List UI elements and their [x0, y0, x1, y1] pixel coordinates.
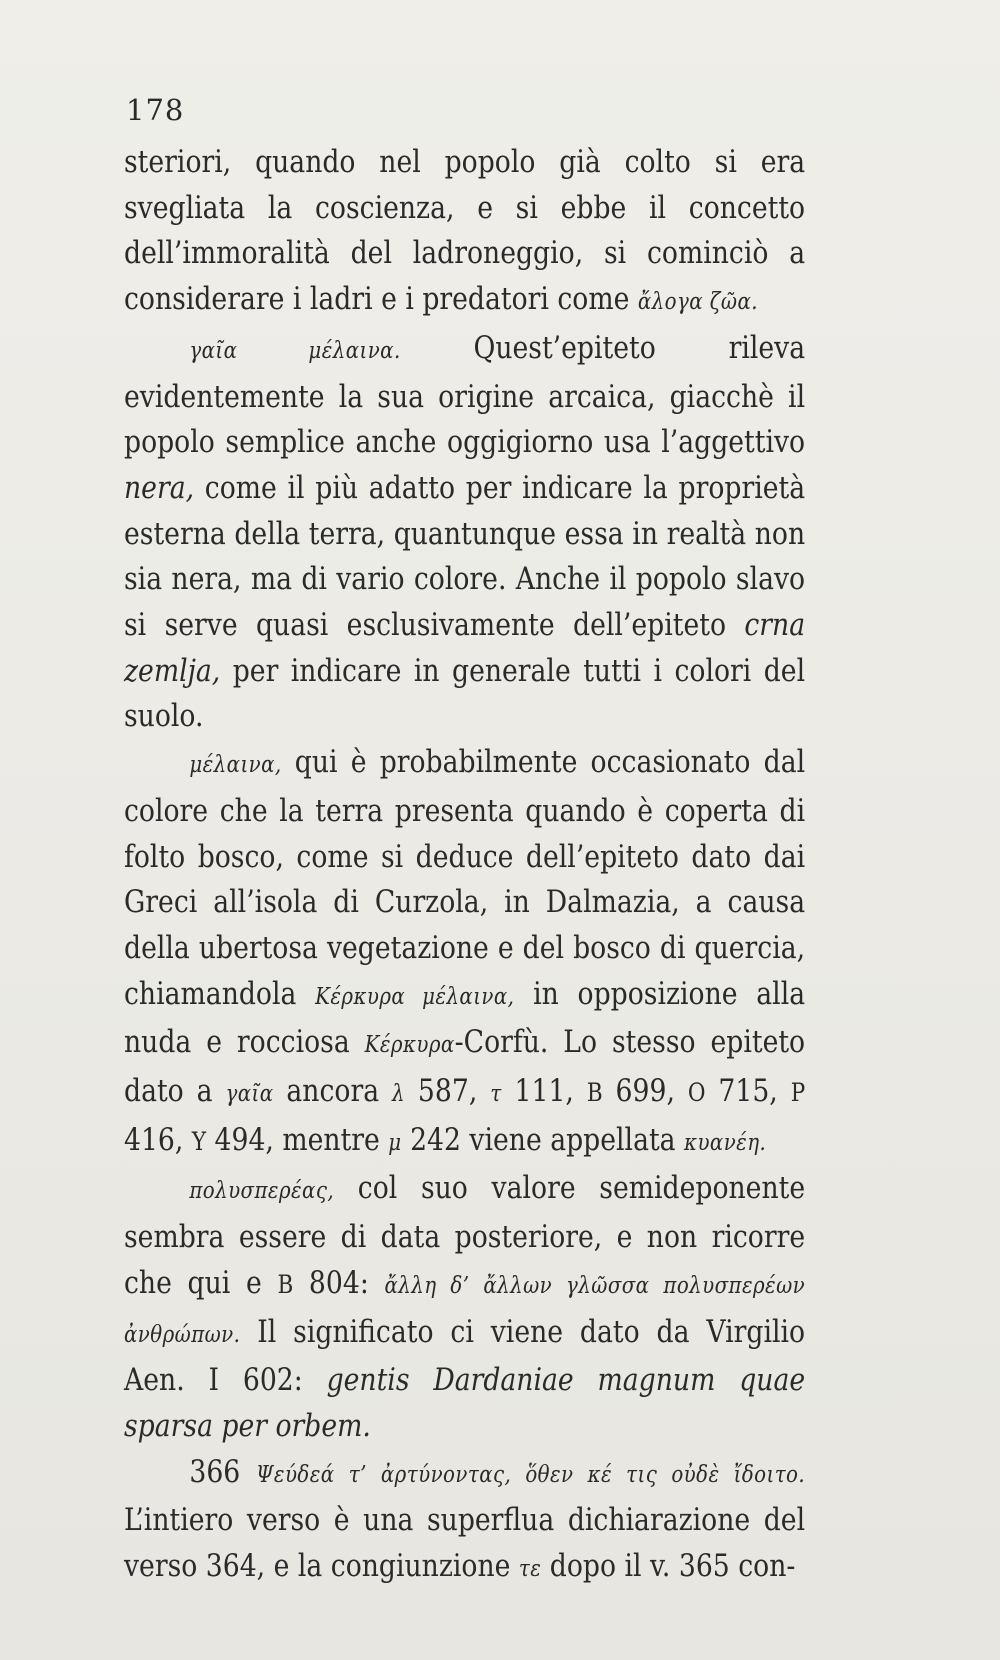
p3-text3: -Corfù. Lo stesso epiteto dato a [124, 1024, 806, 1110]
p3-greek1: Κέρκυρα μέλαινα, [315, 983, 515, 1010]
p2-text3: per indicare in generale tutti i colori del suolo. [124, 652, 806, 735]
p2-ital2: crna zemlja, [124, 607, 806, 689]
p5-text2: dopo il v. 365 con- [541, 1548, 796, 1585]
p3-ref3: B [586, 1078, 603, 1108]
p3-text7: 699, [602, 1073, 688, 1110]
p3-text10: 494, mentre [206, 1121, 389, 1158]
p3-greek4: κυανέη. [684, 1129, 767, 1156]
body-text [124, 140, 805, 1593]
p4-greek1: ἄλλη δ’ ἄλλων γλῶσσα πολυσπερέων ἀνθρώπων. [124, 1272, 806, 1348]
p4-text2: 804: [293, 1264, 385, 1301]
p4-text1: col suo valore semideponente sembra essere di data posteriore, e non ricorre che qui e [124, 1170, 806, 1301]
paragraph-1 [124, 140, 805, 326]
p2-ital1: nera, [124, 469, 195, 506]
p3-greek3: γαῖα [225, 1081, 274, 1108]
p5-text1: L’intiero verso è una superflua dichiarazione del verso 364, e la congiunzione [124, 1502, 806, 1585]
p2-text2: come il più adatto per indicare la proprietà esterna della terra, quantunque essa in realtà non sia nera, ma di vario colore. Anche il popolo slavo si serve quasi esclusivamente dell’epiteto [124, 469, 806, 644]
paragraph-5 [124, 1450, 805, 1593]
p3-greek2: Κέρκυρα [364, 1032, 455, 1059]
p4-ital1: gentis Dardaniae magnum quae sparsa per orbem. [124, 1362, 806, 1444]
p3-ref6: Υ [191, 1126, 207, 1156]
paragraph-3 [124, 740, 805, 1166]
p2-text1: Quest’epiteto rileva evidentemente la sua origine arcaica, giacchè il popolo semplice anche oggigiorno usa l’aggettivo [124, 329, 806, 461]
p3-lemma: μέλαινα, [189, 752, 282, 779]
p2-lemma: γαῖα μέλαινα. [189, 337, 401, 364]
paragraph-4 [124, 1166, 805, 1449]
p4-lemma: πολυσπερέας, [189, 1178, 335, 1205]
p5-verse: 366 [189, 1453, 241, 1490]
p3-ref2: τ [490, 1081, 502, 1108]
page-number: 178 [126, 93, 185, 127]
p3-ref7: μ [388, 1129, 402, 1156]
p3-ref1: λ [392, 1081, 406, 1108]
p4-ref1: B [277, 1269, 294, 1299]
p3-ref4: O [687, 1078, 706, 1108]
p3-text6: 111, [501, 1073, 587, 1110]
p3-text9: 416, [124, 1121, 192, 1158]
p3-text8: 715, [705, 1073, 791, 1110]
p4-text3: Il significato ci viene dato da Virgilio Aen. I 602: [124, 1313, 806, 1399]
p3-ref5: P [790, 1078, 806, 1108]
p3-text2: in opposizione alla nuda e rocciosa [124, 975, 806, 1061]
p1-greek: ἄλογα ζῶα. [637, 289, 758, 316]
p3-text1: qui è probabilmente occasionato dal colore che la terra presenta quando è coperta di folto bosco, come si deduce dell’epiteto dato dai Greci all’isola di Curzola, in Dalmazia, a causa della ubertosa vegetazione e del bosco di quercia, chiamandola [124, 744, 806, 1012]
p3-text11: 242 viene appellata [401, 1121, 685, 1158]
paragraph-2 [124, 326, 805, 740]
p5-greek2: τε [518, 1556, 542, 1583]
p3-text4: ancora [273, 1073, 393, 1110]
p5-greek1: Ψεύδεά τ’ ἀρτύνοντας, ὅθεν κέ τις οὐδὲ ἴδοιτο. [256, 1461, 806, 1488]
p1-text: steriori, quando nel popolo già colto si era svegliata la coscienza, e si ebbe il concetto dell’immoralità del ladroneggio, si cominciò a considerare i ladri e i predatori come [124, 144, 806, 318]
p3-text5: 587, [405, 1073, 491, 1110]
